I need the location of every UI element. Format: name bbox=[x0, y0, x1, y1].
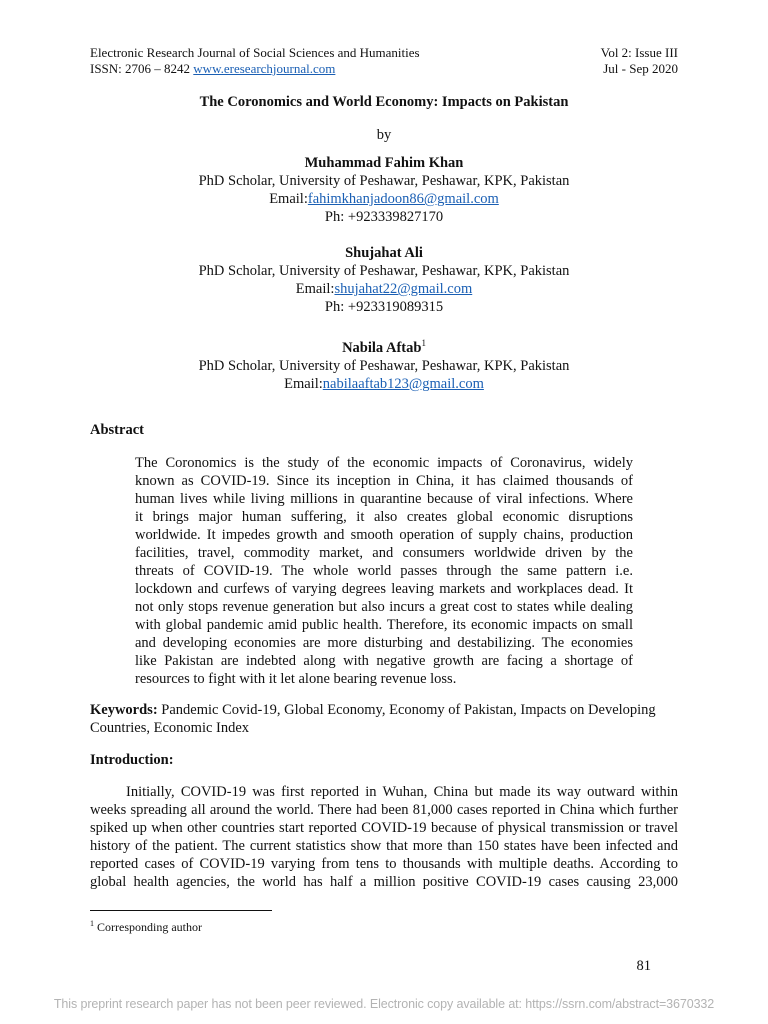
author-email-link[interactable]: shujahat22@gmail.com bbox=[334, 281, 473, 297]
abstract-line: lockdown and curfews of varying degrees leaving markets and workplaces dead. It bbox=[135, 581, 633, 597]
author-phone: Ph: +923319089315 bbox=[324, 299, 444, 315]
author-affiliation: PhD Scholar, University of Peshawar, Peshawar, KPK, Pakistan bbox=[198, 263, 570, 279]
footnote-divider bbox=[90, 910, 272, 911]
paper-title: The Coronomics and World Economy: Impacts on Pakistan bbox=[199, 94, 569, 110]
footnote-ref: 1 bbox=[421, 338, 426, 348]
intro-line: spiked up when other countries start reported COVID-19 because of physical transmission or travel bbox=[90, 820, 678, 836]
journal-header bbox=[90, 45, 420, 77]
author-block bbox=[0, 154, 768, 226]
abstract-line: human lives while living millions in quarantine because of viral infections. Where bbox=[135, 491, 633, 507]
footnote-text: Corresponding author bbox=[94, 920, 202, 934]
by-line: by bbox=[376, 127, 392, 143]
abstract-line: like Pakistan are indebted along with negative growth are facing a shortage of bbox=[135, 653, 633, 669]
issn: ISSN: 2706 – 8242 bbox=[90, 61, 194, 76]
author-name: Muhammad Fahim Khan bbox=[304, 155, 464, 171]
page-number: 81 bbox=[636, 958, 651, 974]
email-label: Email: bbox=[295, 281, 335, 297]
author-name bbox=[0, 334, 768, 357]
abstract-line: known as COVID-19. Since its inception in China, it has claimed thousands of bbox=[135, 473, 633, 489]
abstract-line: The Coronomics is the study of the economic impacts of Coronavirus, widely bbox=[135, 455, 633, 471]
author-block bbox=[0, 244, 768, 316]
author-name: Shujahat Ali bbox=[345, 245, 423, 261]
footnote bbox=[90, 916, 202, 935]
abstract-body bbox=[135, 454, 633, 688]
abstract-line: and developing economies are more disturbing and destabilizing. The economies bbox=[135, 635, 633, 651]
abstract-line: not only stops revenue generation but also incurs a great cost to states while dealing bbox=[135, 599, 633, 615]
intro-line: Initially, COVID-19 was first reported in Wuhan, China but made its way outward within bbox=[126, 784, 678, 800]
abstract-line: worldwide. It impedes growth and smooth operation of supply chains, production bbox=[135, 527, 633, 543]
keywords bbox=[90, 701, 678, 737]
author-email-link[interactable]: nabilaaftab123@gmail.com bbox=[322, 375, 484, 392]
preprint-watermark: This preprint research paper has not been peer reviewed. Electronic copy available at: https://ssrn.com/abstract=3670332 bbox=[53, 997, 715, 1011]
keywords-text: Countries, Economic Index bbox=[90, 720, 250, 736]
journal-website-link[interactable]: www.eresearchjournal.com bbox=[193, 61, 336, 76]
keywords-label: Keywords: bbox=[90, 702, 158, 718]
intro-line: weeks spreading all around the world. There had been 81,000 cases reported in China which further bbox=[90, 802, 678, 818]
issn-line bbox=[90, 61, 420, 77]
issue-info bbox=[601, 45, 678, 77]
author-name-text: Nabila Aftab bbox=[342, 339, 422, 356]
author-affiliation: PhD Scholar, University of Peshawar, Peshawar, KPK, Pakistan bbox=[198, 357, 570, 374]
abstract-line: with global pandemic amid public health. Therefore, its economic impacts on small bbox=[135, 617, 633, 633]
intro-line: reported cases of COVID-19 varying from tens to thousands with multiple deaths. According to bbox=[90, 856, 678, 872]
author-phone: Ph: +923339827170 bbox=[324, 209, 444, 225]
intro-line: history of the patient. The current statistics show that more than 150 states have been infected and bbox=[90, 838, 678, 854]
introduction-heading: Introduction: bbox=[90, 752, 174, 768]
intro-line: global health agencies, the world has half a million positive COVID-19 cases causing 23,000 bbox=[90, 874, 678, 890]
footnote-mark: 1 bbox=[90, 919, 94, 928]
author-block bbox=[0, 334, 768, 393]
author-email-link[interactable]: fahimkhanjadoon86@gmail.com bbox=[307, 191, 499, 207]
abstract-line: facilities, travel, commodity market, and consumers worldwide driven by the bbox=[135, 545, 633, 561]
abstract-line: resources to fight with it let alone bearing revenue loss. bbox=[135, 671, 457, 687]
abstract-line: it brings major human suffering, it also creates global economic disruptions bbox=[135, 509, 633, 525]
email-label: Email: bbox=[284, 375, 323, 392]
email-label: Email: bbox=[269, 191, 308, 207]
introduction-body bbox=[90, 783, 678, 891]
author-affiliation: PhD Scholar, University of Peshawar, Peshawar, KPK, Pakistan bbox=[198, 173, 570, 189]
journal-name: Electronic Research Journal of Social Sciences and Humanities bbox=[90, 45, 420, 60]
period: Jul - Sep 2020 bbox=[603, 61, 678, 76]
abstract-heading: Abstract bbox=[90, 422, 144, 438]
abstract-line: threats of COVID-19. The whole world passes through the same pattern i.e. bbox=[135, 563, 633, 579]
volume: Vol 2: Issue III bbox=[600, 45, 678, 60]
keywords-text: Pandemic Covid-19, Global Economy, Economy of Pakistan, Impacts on Developing bbox=[157, 702, 656, 718]
